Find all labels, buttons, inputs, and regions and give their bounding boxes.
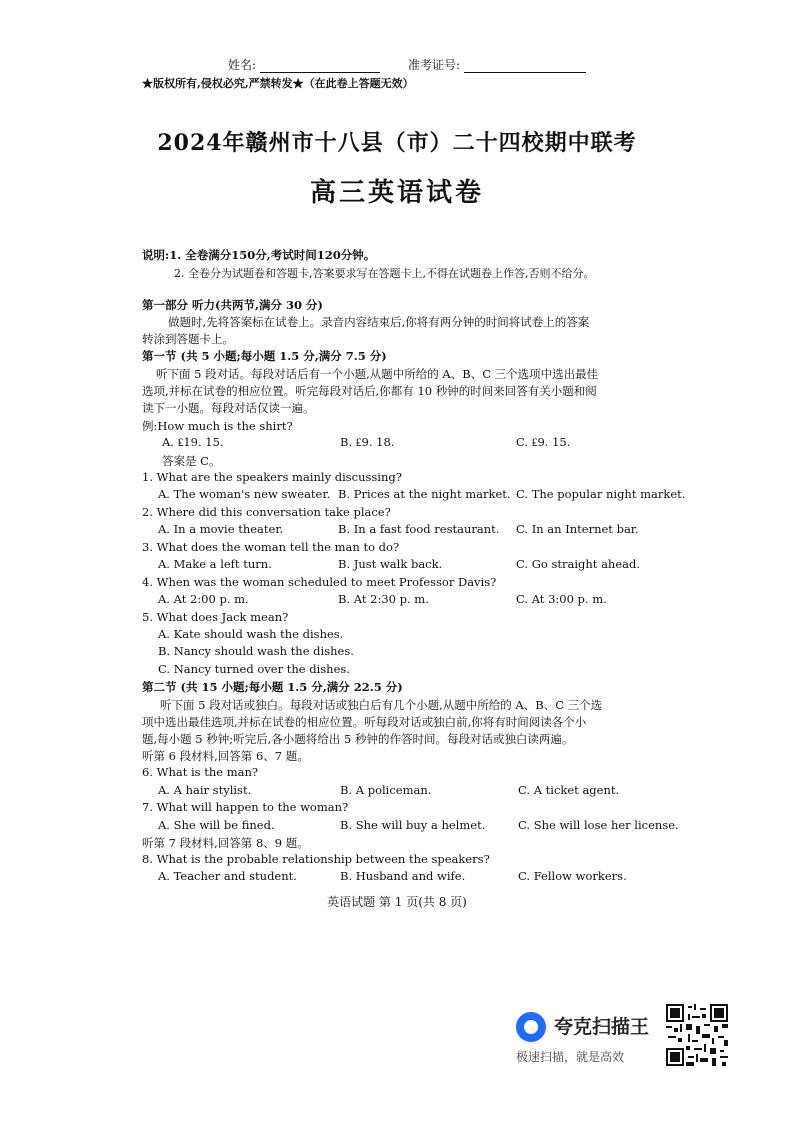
example-question: 例:How much is the shirt? — [142, 419, 293, 433]
section2-heading: 第二节 (共 15 小题;每小题 1.5 分,满分 22.5 分) — [142, 680, 403, 694]
question-3-option-c: C. Go straight ahead. — [516, 557, 641, 571]
question-2-option-c: C. In an Internet bar. — [516, 522, 639, 536]
name-line — [260, 60, 380, 73]
exam-number-label: 准考证号: — [408, 58, 461, 72]
question-3: 3. What does the woman tell the man to do? — [142, 540, 400, 554]
question-2: 2. Where did this conversation take place? — [142, 505, 391, 519]
instructions-text-1: 1. 全卷满分150分,考试时间120分钟。 — [169, 248, 376, 262]
question-7-option-a: A. She will be fined. — [158, 818, 275, 832]
material-6-note: 听第 6 段材料,回答第 6、7 题。 — [142, 749, 309, 763]
question-5-option-a: A. Kate should wash the dishes. — [158, 627, 344, 641]
question-1-option-a: A. The woman's new sweater. — [158, 487, 331, 501]
copyright-notice: ★版权所有,侵权必究,严禁转发★（在此卷上答题无效） — [142, 77, 414, 90]
question-8-option-a: A. Teacher and student. — [158, 869, 297, 883]
section1-heading: 第一节 (共 5 小题;每小题 1.5 分,满分 7.5 分) — [142, 349, 387, 363]
question-6-option-b: B. A policeman. — [340, 783, 432, 797]
question-7-option-b: B. She will buy a helmet. — [340, 818, 486, 832]
exam-title: 2024年赣州市十八县（市）二十四校期中联考 — [157, 130, 637, 156]
question-7: 7. What will happen to the woman? — [142, 800, 349, 814]
question-3-option-a: A. Make a left turn. — [158, 557, 272, 571]
part1-intro-1: 做题时,先将答案标在试卷上。录音内容结束后,你将有两分钟的时间将试卷上的答案 — [168, 315, 590, 329]
question-1-option-b: B. Prices at the night market. — [338, 487, 511, 501]
example-option-c: C. ₤9. 15. — [516, 435, 571, 449]
question-5-option-b: B. Nancy should wash the dishes. — [158, 644, 354, 658]
exam-number-field — [408, 56, 586, 73]
instructions-label: 说明: — [142, 248, 170, 262]
question-2-option-a: A. In a movie theater. — [158, 522, 284, 536]
question-3-option-b: B. Just walk back. — [338, 557, 443, 571]
page-footer: 英语试题 第 1 页(共 8 页) — [327, 895, 467, 909]
section2-intro-1: 听下面 5 段对话或独白。每段对话或独白后有几个小题,从题中所给的 A、B、C 三个选 — [160, 698, 603, 712]
question-5: 5. What does Jack mean? — [142, 610, 289, 624]
question-4-option-b: B. At 2:30 p. m. — [338, 592, 429, 606]
question-5-option-c: C. Nancy turned over the dishes. — [158, 662, 350, 676]
question-1-option-c: C. The popular night market. — [516, 487, 686, 501]
question-4: 4. When was the woman scheduled to meet Professor Davis? — [142, 575, 497, 589]
question-7-option-c: C. She will lose her license. — [518, 818, 679, 832]
section1-intro-3: 读下一小题。每段对话仅读一遍。 — [142, 401, 315, 415]
question-2-option-b: B. In a fast food restaurant. — [338, 522, 500, 536]
scanner-slogan: 极速扫描，就是高效 — [516, 1050, 625, 1064]
section2-intro-3: 题,每小题 5 秒钟;听完后,各小题将给出 5 秒钟的作答时间。每段对话或独白读两遍。 — [142, 732, 574, 746]
exam-number-line — [464, 60, 586, 73]
section1-intro-2: 选项,并标在试卷的相应位置。听完每段对话后,你都有 10 秒钟的时间来回答有关小题和阅 — [142, 384, 597, 398]
question-6-option-a: A. A hair stylist. — [158, 783, 252, 797]
section2-intro-2: 项中选出最佳选项,并标在试卷的相应位置。听每段对话或独白前,你将有时间阅读各个小 — [142, 715, 587, 729]
question-1: 1. What are the speakers mainly discussing? — [142, 470, 402, 484]
question-6-option-c: C. A ticket agent. — [518, 783, 620, 797]
example-answer: 答案是 C。 — [162, 454, 221, 468]
question-6: 6. What is the man? — [142, 765, 259, 779]
scanner-watermark — [516, 1010, 666, 1066]
qr-code-icon — [666, 1004, 728, 1066]
example-option-a: A. ₤19. 15. — [162, 435, 224, 449]
part1-heading: 第一部分 听力(共两节,满分 30 分) — [142, 298, 323, 312]
scanner-logo-icon — [516, 1012, 546, 1042]
question-8-option-c: C. Fellow workers. — [518, 869, 627, 883]
scanner-name: 夸克扫描王 — [554, 1016, 650, 1038]
exam-subtitle: 高三英语试卷 — [309, 178, 484, 208]
name-label: 姓名: — [228, 58, 257, 72]
question-8-option-b: B. Husband and wife. — [340, 869, 466, 883]
part1-intro-2: 转涂到答题卡上。 — [142, 332, 234, 346]
instructions-line-2: 2. 全卷分为试题卷和答题卡,答案要求写在答题卡上,不得在试题卷上作答,否则不给分。 — [174, 267, 595, 280]
material-7-note: 听第 7 段材料,回答第 8、9 题。 — [142, 836, 309, 850]
name-field — [228, 56, 380, 73]
instructions-line-1 — [142, 247, 375, 263]
example-option-b: B. ₤9. 18. — [340, 435, 395, 449]
question-4-option-a: A. At 2:00 p. m. — [158, 592, 249, 606]
section1-intro-1: 听下面 5 段对话。每段对话后有一个小题,从题中所给的 A、B、C 三个选项中选出最佳 — [156, 367, 599, 381]
question-8: 8. What is the probable relationship between the speakers? — [142, 852, 490, 866]
question-4-option-c: C. At 3:00 p. m. — [516, 592, 607, 606]
